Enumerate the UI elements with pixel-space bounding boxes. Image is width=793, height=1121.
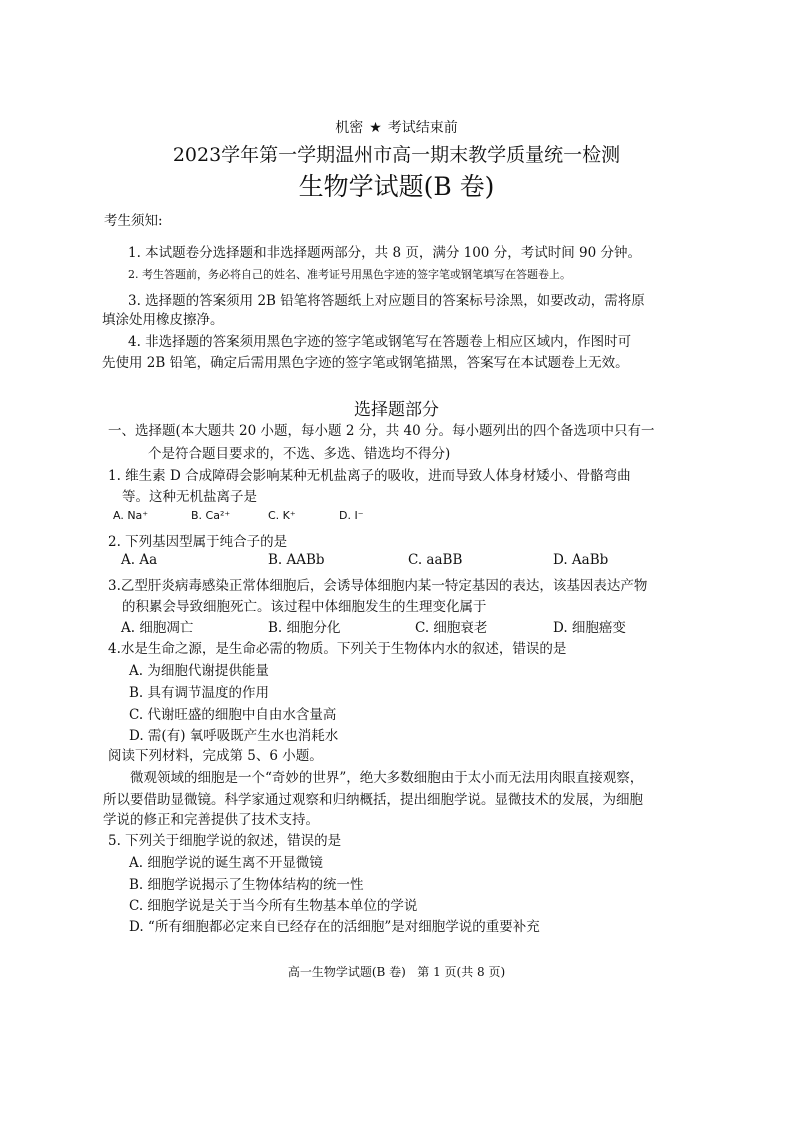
notice-heading: 考生须知: [104, 213, 163, 229]
section-intro-line2: 个是符合题目要求的，不选、多选、错选均不得分) [148, 446, 451, 462]
question-5-option-c[interactable]: C. 细胞学说是关于当今所有生物基本单位的学说 [129, 898, 418, 914]
question-4-option-d[interactable]: D. 需(有) 氧呼吸既产生水也消耗水 [129, 728, 339, 744]
confidential-mark [0, 117, 793, 137]
page-footer: 高一生物学试题(B 卷) 第 1 页(共 8 页) [287, 965, 506, 979]
question-2-option-a[interactable]: A. Aa [121, 552, 158, 568]
question-3-option-b[interactable]: B. 细胞分化 [268, 620, 341, 636]
question-1-line1: 1. 维生素 D 合成障碍会影响某种无机盐离子的吸收，进而导致人体身材矮小、骨骼弯曲 [108, 468, 631, 484]
notice-item-3-line1: 3. 选择题的答案须用 2B 铅笔将答题纸上对应题目的答案标号涂黑，如要改动，需将原 [128, 293, 645, 309]
reading-intro: 阅读下列材料，完成第 5、6 小题。 [108, 748, 323, 764]
question-1-option-a[interactable]: A. Na⁺ [113, 509, 149, 522]
question-2-option-d[interactable]: D. AaBb [553, 552, 609, 568]
subject-title: 生物学试题(B 卷) [298, 172, 495, 201]
question-1-option-b[interactable]: B. Ca²⁺ [191, 509, 231, 522]
question-1-option-c[interactable]: C. K⁺ [268, 509, 296, 522]
confidential-right: 考试结束前 [387, 120, 458, 136]
notice-item-2: 2. 考生答题前，务必将自己的姓名、准考证号用黑色字迹的签字笔或钢笔填写在答题卷上。 [128, 268, 571, 281]
question-2-option-c[interactable]: C. aaBB [408, 552, 463, 568]
reading-paragraph-line2: 所以要借助显微镜。科学家通过观察和归纳概括，提出细胞学说。显微技术的发展，为细胞 [103, 792, 643, 808]
star-icon: ★ [369, 120, 382, 136]
question-1-option-d[interactable]: D. I⁻ [339, 509, 364, 522]
section-intro-line1: 一、选择题(本大题共 20 小题，每小题 2 分，共 40 分。每小题列出的四个备选项中只有一 [108, 423, 655, 439]
question-4-option-c[interactable]: C. 代谢旺盛的细胞中自由水含量高 [129, 707, 337, 723]
question-5-option-d[interactable]: D. “所有细胞都必定来自已经存在的活细胞”是对细胞学说的重要补充 [129, 919, 540, 935]
exam-title: 2023学年第一学期温州市高一期末教学质量统一检测 [172, 144, 621, 166]
reading-paragraph-line1: 微观领域的细胞是一个“奇妙的世界”，绝大多数细胞由于太小而无法用肉眼直接观察， [130, 770, 644, 786]
question-3-option-d[interactable]: D. 细胞癌变 [553, 620, 626, 636]
question-5-option-a[interactable]: A. 细胞学说的诞生离不开显微镜 [129, 855, 323, 871]
question-5-line1: 5. 下列关于细胞学说的叙述，错误的是 [108, 833, 342, 849]
question-4-option-a[interactable]: A. 为细胞代谢提供能量 [129, 663, 269, 679]
question-2-line1: 2. 下列基因型属于纯合子的是 [108, 534, 288, 550]
question-4-line1: 4.水是生命之源，是生命必需的物质。下列关于生物体内水的叙述，错误的是 [108, 641, 567, 657]
notice-item-4-line2: 先使用 2B 铅笔，确定后需用黑色字迹的签字笔或钢笔描黑，答案写在本试题卷上无效。 [102, 355, 629, 371]
confidential-left: 机密 [335, 120, 364, 136]
notice-item-3-line2: 填涂处用橡皮擦净。 [102, 312, 224, 328]
reading-paragraph-line3: 学说的修正和完善提供了技术支持。 [103, 812, 319, 828]
question-3-line1: 3.乙型肝炎病毒感染正常体细胞后，会诱导体细胞内某一特定基因的表达，该基因表达产物 [108, 578, 648, 594]
notice-item-1: 1. 本试题卷分选择题和非选择题两部分，共 8 页，满分 100 分，考试时间 90 分钟。 [128, 245, 641, 261]
question-2-option-b[interactable]: B. AABb [268, 552, 325, 568]
question-3-line2: 的积累会导致细胞死亡。该过程中体细胞发生的生理变化属于 [122, 599, 487, 615]
section-title: 选择题部分 [354, 400, 439, 420]
question-5-option-b[interactable]: B. 细胞学说揭示了生物体结构的统一性 [129, 877, 364, 893]
question-4-option-b[interactable]: B. 具有调节温度的作用 [129, 685, 270, 701]
question-3-option-c[interactable]: C. 细胞衰老 [415, 620, 488, 636]
question-1-line2: 等。这种无机盐离子是 [122, 489, 257, 505]
notice-item-4-line1: 4. 非选择题的答案须用黑色字迹的签字笔或钢笔写在答题卷上相应区域内，作图时可 [128, 334, 632, 350]
question-3-option-a[interactable]: A. 细胞凋亡 [121, 620, 194, 636]
